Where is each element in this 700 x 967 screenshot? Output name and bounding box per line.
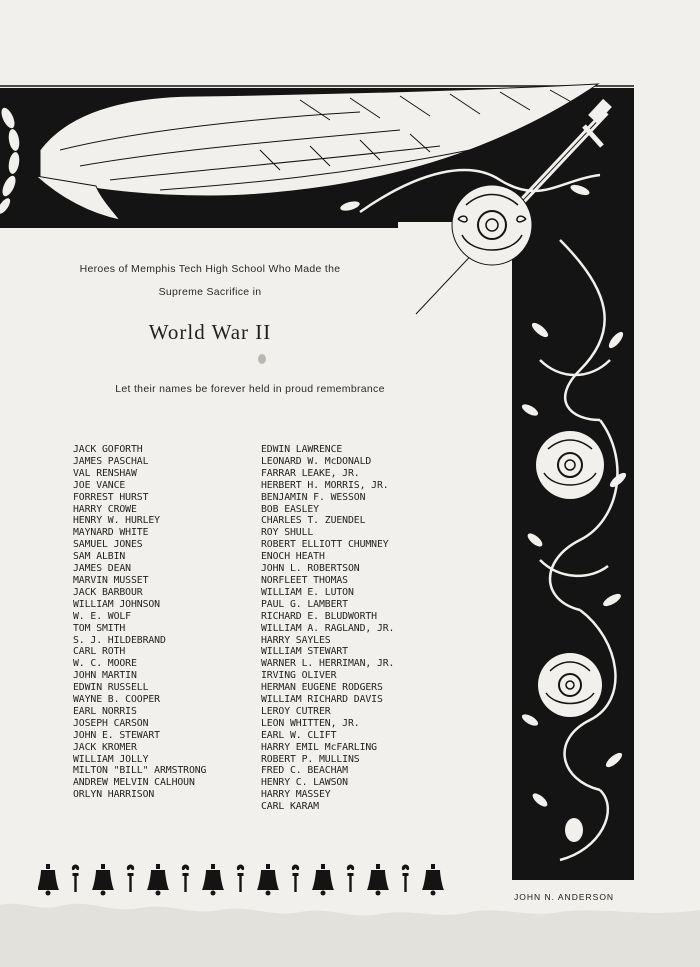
memorial-name: SAMUEL JONES xyxy=(73,539,143,551)
memorial-heading-line-1: Heroes of Memphis Tech High School Who Made the xyxy=(79,263,341,275)
memorial-name: VAL RENSHAW xyxy=(73,467,137,479)
memorial-name: HARRY CROWE xyxy=(73,503,137,515)
memorial-name: WILLIAM E. LUTON xyxy=(261,586,354,598)
memorial-name: EDWIN LAWRENCE xyxy=(261,444,343,455)
memorial-name: CARL KARAM xyxy=(261,801,319,813)
memorial-name: WILLIAM RICHARD DAVIS xyxy=(261,694,383,706)
memorial-name: JAMES PASCHAL xyxy=(73,455,149,467)
memorial-name: PAUL G. LAMBERT xyxy=(261,598,348,610)
rose-flower-icon xyxy=(538,653,602,717)
ornament-dot xyxy=(258,354,266,364)
memorial-name: HARRY MASSEY xyxy=(261,789,331,801)
memorial-name: RICHARD E. BLUDWORTH xyxy=(261,610,377,622)
liberty-bell-icon xyxy=(92,864,114,896)
rosebud-icon xyxy=(565,818,583,842)
memorial-heading-line-2: Supreme Sacrifice in xyxy=(158,286,262,298)
torch-icon xyxy=(182,865,189,893)
memorial-name: FORREST HURST xyxy=(73,491,149,503)
memorial-name: MARVIN MUSSET xyxy=(73,574,149,586)
memorial-name: ROY SHULL xyxy=(261,527,314,539)
liberty-bell-icon xyxy=(422,864,444,896)
memorial-name: JOHN MARTIN xyxy=(73,670,137,682)
liberty-bell-icon xyxy=(38,864,59,896)
names-column-right xyxy=(261,444,394,813)
memorial-name: WAYNE B. COOPER xyxy=(73,694,160,706)
memorial-name: ENOCH HEATH xyxy=(261,551,325,563)
rose-flower-icon xyxy=(452,185,532,265)
torch-icon xyxy=(72,865,79,893)
liberty-bell-icon xyxy=(257,864,279,896)
remembrance-line: Let their names be forever held in proud remembrance xyxy=(115,383,385,395)
memorial-name: WILLIAM STEWART xyxy=(261,646,348,658)
memorial-name: ANDREW MELVIN CALHOUN xyxy=(73,777,195,789)
memorial-name: HARRY SAYLES xyxy=(261,634,331,646)
memorial-name: MILTON "BILL" ARMSTRONG xyxy=(73,765,207,777)
rose-flower-icon xyxy=(536,431,604,499)
memorial-name: LEROY CUTRER xyxy=(261,705,331,717)
artist-signature: JOHN N. ANDERSON xyxy=(514,892,615,902)
liberty-bell-icon xyxy=(367,864,389,896)
memorial-name: EDWIN RUSSELL xyxy=(73,682,149,694)
memorial-name: SAM ALBIN xyxy=(73,551,126,563)
liberty-bell-icon xyxy=(202,864,224,896)
torch-icon xyxy=(347,865,354,893)
memorial-name: HENRY C. LAWSON xyxy=(261,777,348,789)
torch-icon xyxy=(402,865,409,893)
memorial-name: HERBERT H. MORRIS, JR. xyxy=(261,479,389,491)
memorial-name: ORLYN HARRISON xyxy=(73,789,155,801)
memorial-name: JOHN L. ROBERTSON xyxy=(261,563,360,575)
memorial-name: BOB EASLEY xyxy=(261,503,319,515)
memorial-name: CHARLES T. ZUENDEL xyxy=(261,515,366,527)
memorial-name: WILLIAM JOHNSON xyxy=(73,598,160,610)
memorial-name: LEON WHITTEN, JR. xyxy=(261,717,360,729)
memorial-name: FARRAR LEAKE, JR. xyxy=(261,467,360,479)
memorial-name: JAMES DEAN xyxy=(73,563,131,575)
memorial-name: JOSEPH CARSON xyxy=(73,717,149,729)
war-title: World War II xyxy=(148,320,272,344)
names-column-left xyxy=(73,444,206,801)
memorial-name: HENRY W. HURLEY xyxy=(73,515,160,527)
liberty-bell-icon xyxy=(312,864,334,896)
memorial-name: HERMAN EUGENE RODGERS xyxy=(261,682,383,694)
memorial-name: CARL ROTH xyxy=(73,646,126,658)
memorial-name: ROBERT P. MULLINS xyxy=(261,753,360,765)
memorial-name: S. J. HILDEBRAND xyxy=(73,634,166,646)
memorial-name: LEONARD W. McDONALD xyxy=(261,455,372,467)
memorial-name: NORFLEET THOMAS xyxy=(261,574,348,586)
memorial-name: BENJAMIN F. WESSON xyxy=(261,491,366,503)
memorial-name: JACK BARBOUR xyxy=(73,586,143,598)
memorial-name: W. C. MOORE xyxy=(73,658,137,670)
memorial-name: WARNER L. HERRIMAN, JR. xyxy=(261,658,395,670)
memorial-name: JOE VANCE xyxy=(73,479,126,491)
memorial-name: ROBERT ELLIOTT CHUMNEY xyxy=(261,539,389,551)
memorial-name: WILLIAM JOLLY xyxy=(73,753,149,765)
memorial-name: HARRY EMIL McFARLING xyxy=(261,741,377,753)
memorial-name: TOM SMITH xyxy=(73,622,126,634)
torch-icon xyxy=(292,865,299,893)
memorial-name: MAYNARD WHITE xyxy=(73,527,149,539)
memorial-name: JACK GOFORTH xyxy=(73,444,143,455)
torn-paper-edge xyxy=(0,904,700,967)
memorial-name: FRED C. BEACHAM xyxy=(261,765,348,777)
liberty-bell-icon xyxy=(147,864,169,896)
torch-icon xyxy=(127,865,134,893)
memorial-name: JACK KROMER xyxy=(73,741,137,753)
memorial-name: EARL W. CLIFT xyxy=(261,729,337,741)
memorial-name: W. E. WOLF xyxy=(73,610,131,622)
liberty-bell-row xyxy=(38,860,458,900)
memorial-name: JOHN E. STEWART xyxy=(73,729,160,741)
memorial-name: EARL NORRIS xyxy=(73,705,137,717)
memorial-name: IRVING OLIVER xyxy=(261,670,337,682)
memorial-name: WILLIAM A. RAGLAND, JR. xyxy=(261,622,395,634)
torch-icon xyxy=(237,865,244,893)
